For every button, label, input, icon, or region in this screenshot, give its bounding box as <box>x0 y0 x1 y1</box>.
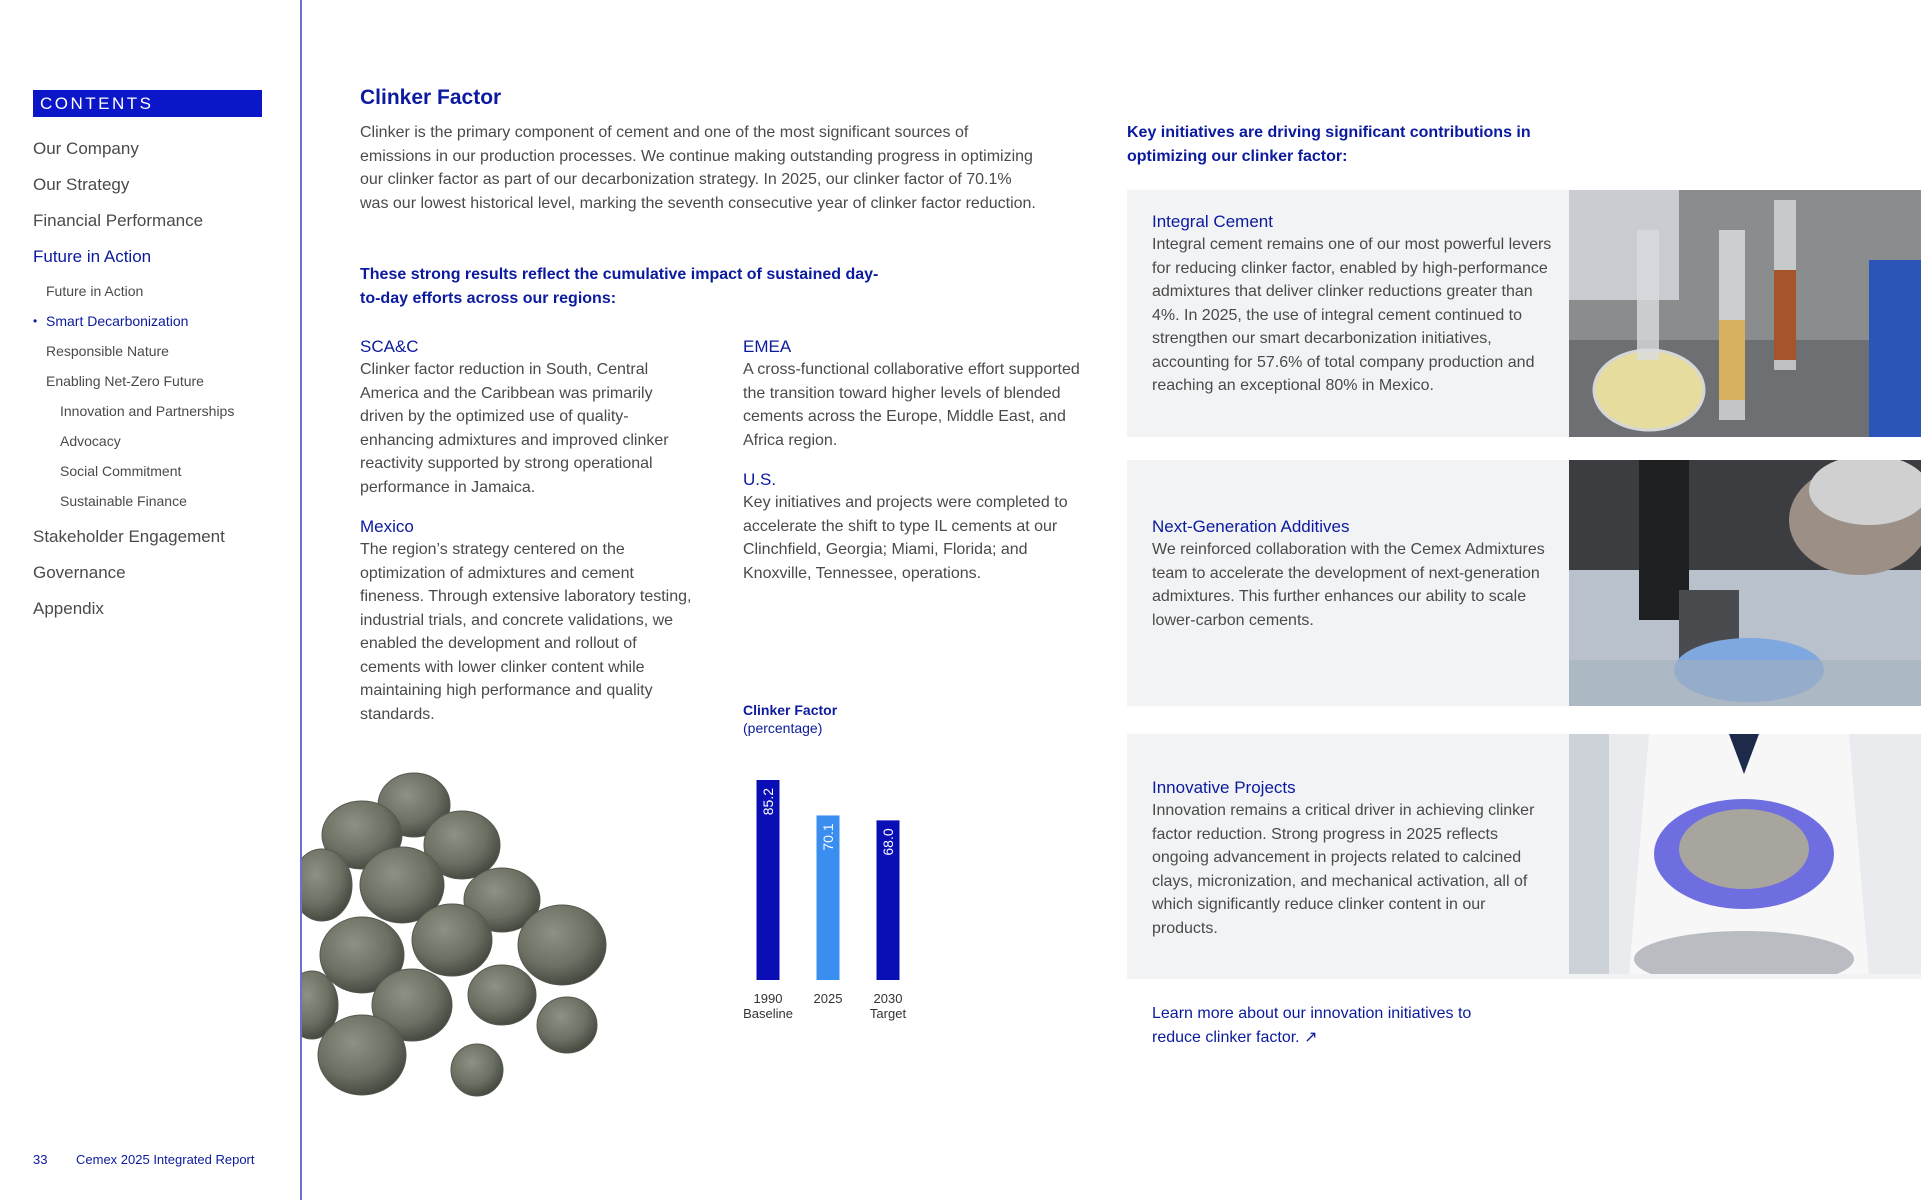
chart-title: Clinker Factor <box>743 702 838 718</box>
bar-value-label-1: 70.1 <box>820 823 836 851</box>
region-mexico <box>360 515 700 726</box>
nav-sustainable-finance[interactable]: Sustainable Finance <box>60 493 187 509</box>
clinker-factor-bar-chart <box>730 760 930 1030</box>
nav-our-company[interactable]: Our Company <box>33 139 139 158</box>
key-initiatives-heading: Key initiatives are driving significant contributions in optimizing our clinker factor: <box>1127 124 1531 165</box>
category-label-1-0: 2025 <box>813 991 843 1006</box>
region-title: SCA&C <box>360 337 419 356</box>
learn-more-link[interactable] <box>1152 1002 1492 1049</box>
category-label-0-0: 1990 <box>753 991 783 1006</box>
card-text: Integral cement remains one of our most powerful levers for reducing clinker factor, enabled by high-performance admixtures that deliver clinker reductions greater than 4%. In 2025, the use of integral cement continued to strengthen our smart decarbonization initiatives, accounting for 57.6% of total company production and reaching an exceptional 80% in Mexico. <box>1152 236 1552 394</box>
region-title: Mexico <box>360 517 414 536</box>
clinker-rocks-image <box>302 765 632 1115</box>
arrow-up-right-icon: ↗ <box>1304 1028 1318 1046</box>
region-title: U.S. <box>743 470 777 489</box>
page-number: 33 <box>33 1152 48 1167</box>
region-sca <box>360 335 700 499</box>
category-label-2-1: Target <box>869 1006 907 1021</box>
report-title: Cemex 2025 Integrated Report <box>76 1152 255 1167</box>
contents-nav <box>33 138 234 634</box>
nav-future-in-action[interactable]: Future in Action <box>33 247 152 266</box>
region-text: A cross-functional collaborative effort supported the transition toward higher levels of blended cements across the Europe, Middle East, and Africa region. <box>743 361 1080 449</box>
card-text: We reinforced collaboration with the Cemex Admixtures team to accelerate the development of next-generation admixtures. This further enhances our ability to scale lower-carbon cements. <box>1152 541 1545 629</box>
nav-advocacy[interactable]: Advocacy <box>60 433 121 449</box>
lab-glassware-photo <box>1569 190 1921 437</box>
nav-governance[interactable]: Governance <box>33 563 126 582</box>
category-label-0-1: Baseline <box>743 1006 793 1021</box>
nav-future-in-action-sub[interactable]: Future in Action <box>46 283 144 299</box>
nav-innovation-partnerships[interactable]: Innovation and Partnerships <box>60 403 235 419</box>
card-innovative-projects <box>1127 734 1921 979</box>
region-us <box>743 468 1088 585</box>
nav-stakeholder-engagement[interactable]: Stakeholder Engagement <box>33 527 225 546</box>
card-title: Next-Generation Additives <box>1152 517 1350 536</box>
results-statement: These strong results reflect the cumulative impact of sustained day-to-day efforts across our regions: <box>360 266 879 307</box>
section-title: Clinker Factor <box>360 86 502 109</box>
chart-subtitle: (percentage) <box>743 720 823 736</box>
nav-appendix[interactable]: Appendix <box>33 599 104 618</box>
nav-our-strategy[interactable]: Our Strategy <box>33 175 130 194</box>
nav-responsible-nature[interactable]: Responsible Nature <box>46 343 169 359</box>
nav-enabling-net-zero[interactable]: Enabling Net-Zero Future <box>46 373 204 389</box>
region-title: EMEA <box>743 337 792 356</box>
category-label-2-0: 2030 <box>873 991 903 1006</box>
region-text: Clinker factor reduction in South, Central America and the Caribbean was primarily driven by the optimized use of quality-enhancing admixtures and improved clinker reactivity supported by strong operational performance in Jamaica. <box>360 361 669 496</box>
nav-financial-performance[interactable]: Financial Performance <box>33 211 204 230</box>
card-title: Integral Cement <box>1152 212 1273 231</box>
card-integral-cement <box>1127 190 1921 437</box>
bar-value-label-2: 68.0 <box>880 828 896 856</box>
card-text-block <box>1152 515 1552 632</box>
region-text: The region’s strategy centered on the optimization of admixtures and cement fineness. Through extensive laboratory testing, industrial trials, and concrete validations, we enabled the development and rollout of cements with lower clinker content while maintaining high performance and quality standards. <box>360 541 692 723</box>
card-text-block <box>1152 776 1552 940</box>
learn-more-text: Learn more about our innovation initiatives to reduce clinker factor. <box>1152 1005 1472 1046</box>
bar-value-label-0: 85.2 <box>760 788 776 816</box>
card-text-block <box>1152 210 1552 398</box>
card-next-generation-additives <box>1127 460 1921 706</box>
region-emea <box>743 335 1083 452</box>
sidebar <box>0 0 302 1200</box>
card-title: Innovative Projects <box>1152 778 1296 797</box>
intro-paragraph: Clinker is the primary component of cement and one of the most significant sources of emissions in our production processes. We continue making outstanding progress in optimizing our clinker factor as part of our decarbonization strategy. In 2025, our clinker factor of 70.1% was our lowest historical level, marking the seventh consecutive year of clinker factor reduction. <box>360 124 1036 212</box>
region-text: Key initiatives and projects were completed to accelerate the shift to type IL cements at our Clinchfield, Georgia; Miami, Florida; and Knoxville, Tennessee, operations. <box>743 494 1068 582</box>
contents-label: CONTENTS <box>33 90 262 117</box>
nav-social-commitment[interactable]: Social Commitment <box>60 463 182 479</box>
card-text: Innovation remains a critical driver in achieving clinker factor reduction. Strong progress in 2025 reflects ongoing advancement in projects related to calcined clays, micronization, and mechanical activation, all of which significantly reduce clinker content in our products. <box>1152 802 1535 937</box>
lab-technician-photo <box>1569 460 1921 706</box>
nav-smart-decarbonization[interactable]: • Smart Decarbonization <box>33 312 234 342</box>
gloved-hands-powder-photo <box>1569 734 1921 974</box>
